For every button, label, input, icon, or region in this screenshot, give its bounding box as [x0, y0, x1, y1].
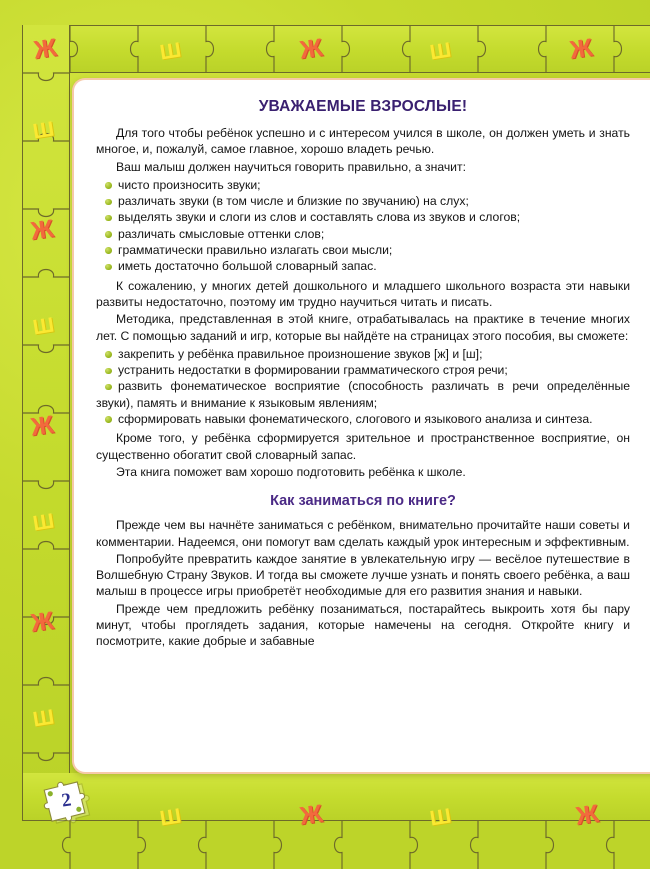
paragraph-lead-list1: Ваш малыш должен научиться говорить правильно, а значит: [116, 159, 466, 174]
list-item [96, 209, 630, 225]
bullet-dot-icon [105, 231, 112, 238]
list-item [96, 346, 630, 362]
list-item-label: чисто произносить звуки; [118, 177, 261, 192]
border-letter-zh: Ж [29, 410, 56, 442]
list-item-label: различать смысловые оттенки слов; [118, 226, 325, 241]
bullet-dot-icon [105, 351, 112, 358]
bullet-dot-icon [105, 384, 112, 391]
paragraph-benefit: Кроме того, у ребёнка сформируется зрительное и пространственное восприятие, он существенно обогатит свой словарный запас. [96, 431, 630, 462]
list-item [96, 378, 630, 411]
page-number: 2 [60, 789, 73, 812]
section-title-how-to-use: Как заниматься по книге? [270, 493, 456, 510]
list-item-label: сформировать навыки фонематического, слогового и языкового анализа и синтеза. [118, 412, 593, 427]
bullet-dot-icon [105, 182, 112, 189]
list-item-label: развить фонематическое восприятие (способность различать в речи определённые звуки), память и внимание к языковым явлениям; [96, 379, 630, 410]
paragraph-prepare: Прежде чем предложить ребёнку позаниматься, постарайтесь выкроить хотя бы пару минут, чтобы проглядеть задания, которые намечены на сегодня. Откройте книгу и посмотрите, какие добрые и забавные [96, 601, 630, 649]
border-letter-sh: Ш [158, 804, 183, 831]
border-letter-sh: Ш [158, 38, 183, 65]
list-item [96, 258, 630, 274]
list-item [96, 226, 630, 242]
paragraph-method: Методика, представленная в этой книге, отрабатывалась на практике в течение многих лет. С помощью заданий и игр, которые вы найдёте на страницах этого пособия, вы сможете: [96, 312, 630, 343]
bullet-dot-icon [105, 416, 112, 423]
outcomes-list [96, 346, 630, 427]
list-item-label: выделять звуки и слоги из слов и составлять слова из звуков и слогов; [118, 210, 521, 225]
bullet-dot-icon [105, 247, 112, 254]
border-letter-sh: Ш [31, 705, 56, 732]
border-letter-zh: Ж [568, 33, 595, 65]
border-letter-sh: Ш [31, 509, 56, 536]
border-letter-zh: Ж [29, 606, 56, 638]
list-item-label: грамматически правильно излагать свои мысли; [118, 243, 393, 258]
border-letter-zh: Ж [29, 214, 56, 246]
bullet-dot-icon [105, 264, 112, 271]
bullet-dot-icon [105, 199, 112, 206]
border-letter-sh: Ш [428, 38, 453, 65]
border-letter-zh: Ж [298, 799, 325, 831]
border-letter-zh: Ж [298, 33, 325, 65]
list-item-label: различать звуки (в том числе и близкие по звучанию) на слух; [118, 194, 469, 209]
list-item-label: устранить недостатки в формировании грамматического строя речи; [118, 363, 508, 378]
border-letter-zh: Ж [574, 799, 601, 831]
list-item-label: закрепить у ребёнка правильное произношение звуков [ж] и [ш]; [118, 346, 483, 361]
bullet-dot-icon [105, 215, 112, 222]
list-item [96, 242, 630, 258]
paragraph-advice: Прежде чем вы начнёте заниматься с ребёнком, внимательно прочитайте наши советы и комментарии. Надеемся, они помогут вам сделать каждый урок интересным и эффективным. [96, 518, 630, 549]
paragraph-game: Попробуйте превратить каждое занятие в увлекательную игру — весёлое путешествие в Волшебную Страну Звуков. И тогда вы сможете лучше узнать и понять своего ребёнка, а ваш малыш в процессе игры приобретёт необходимые для его развития знания и навыки. [96, 551, 630, 599]
paragraph-closing: Эта книга поможет вам хорошо подготовить ребёнка к школе. [116, 464, 466, 479]
list-item [96, 362, 630, 378]
skills-list [96, 177, 630, 275]
page-title: УВАЖАЕМЫЕ ВЗРОСЛЫЕ! [258, 98, 468, 115]
list-item-label: иметь достаточно большой словарный запас. [118, 259, 377, 274]
content-sheet [72, 78, 650, 774]
border-letter-zh: Ж [32, 33, 59, 65]
border-letter-sh: Ш [428, 804, 453, 831]
paragraph-problem: К сожалению, у многих детей дошкольного и младшего школьного возраста эти навыки развиты недостаточно, поэтому им трудно научиться читать и писать. [96, 278, 630, 309]
list-item [96, 411, 630, 427]
list-item [96, 177, 630, 193]
list-item [96, 193, 630, 209]
bullet-dot-icon [105, 368, 112, 375]
paragraph-intro: Для того чтобы ребёнок успешно и с интересом учился в школе, он должен уметь и знать многое, и, пожалуй, самое главное, хорошо владеть речью. [96, 126, 630, 157]
border-letter-sh: Ш [31, 117, 56, 144]
border-letter-sh: Ш [31, 313, 56, 340]
